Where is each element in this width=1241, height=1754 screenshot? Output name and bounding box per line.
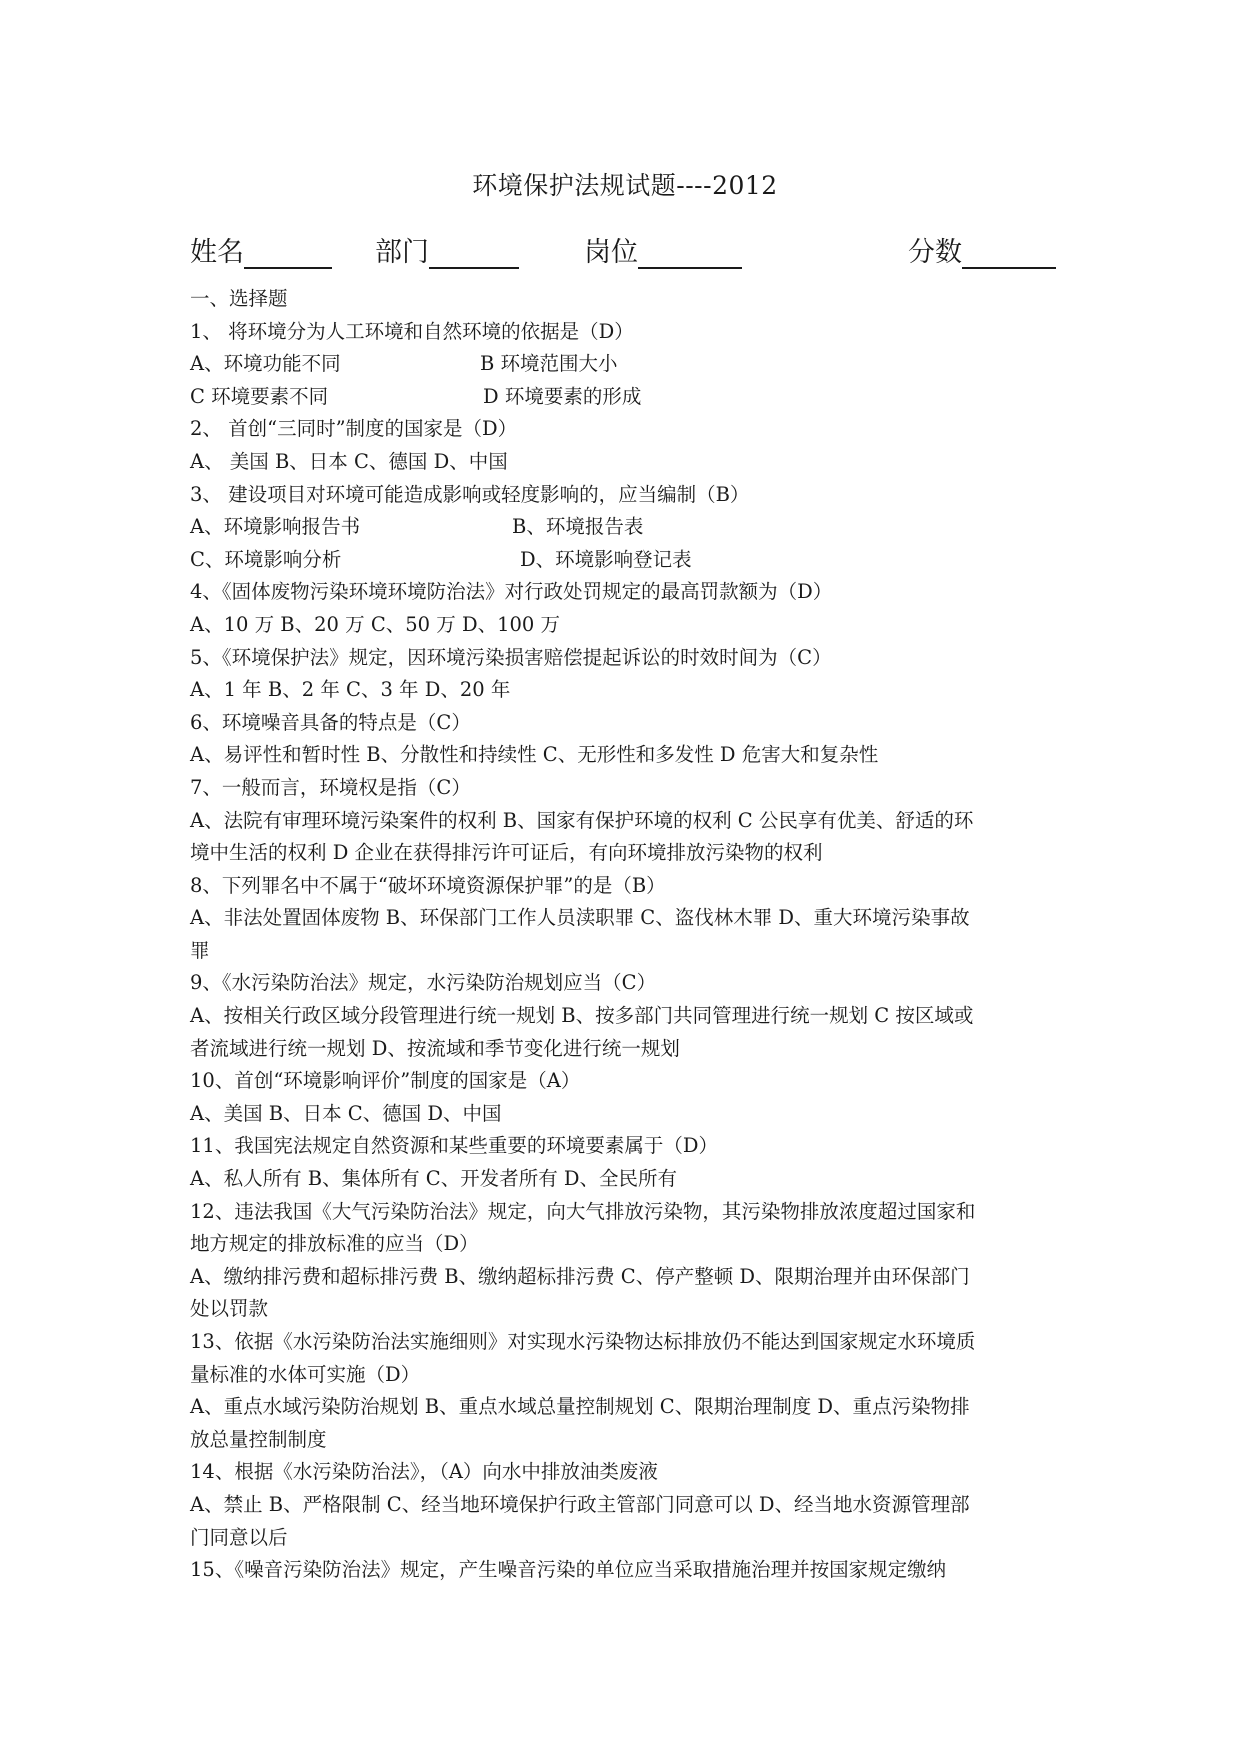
info-row bbox=[190, 230, 1060, 270]
question-9-options-line2: 者流域进行统一规划 D、按流域和季节变化进行统一规划 bbox=[190, 1036, 680, 1060]
option-text: C 环境要素不同 bbox=[190, 384, 329, 408]
option-text: A、环境影响报告书 bbox=[190, 515, 361, 539]
option-text: B 环境范围大小 bbox=[480, 352, 618, 376]
option-text: D、环境影响登记表 bbox=[520, 547, 692, 571]
question-5-options: A、1 年 B、2 年 C、3 年 D、20 年 bbox=[190, 678, 511, 702]
option-text: D 环境要素的形成 bbox=[483, 384, 642, 408]
question-11: 11、我国宪法规定自然资源和某些重要的环境要素属于（D） bbox=[190, 1134, 718, 1158]
question-6: 6、环境噪音具备的特点是（C） bbox=[190, 710, 471, 734]
question-3-options-row2 bbox=[190, 544, 1060, 577]
dept-blank[interactable] bbox=[429, 239, 519, 269]
name-label: 姓名 bbox=[190, 237, 244, 268]
question-8: 8、下列罪名中不属于“破坏环境资源保护罪”的是（B） bbox=[190, 873, 666, 897]
question-12-line2: 地方规定的排放标准的应当（D） bbox=[190, 1232, 479, 1256]
question-3: 3、 建设项目对环境可能造成影响或轻度影响的，应当编制（B） bbox=[190, 482, 750, 506]
question-7: 7、一般而言，环境权是指（C） bbox=[190, 775, 471, 799]
score-blank[interactable] bbox=[962, 239, 1056, 269]
question-12-options-line2: 处以罚款 bbox=[190, 1297, 269, 1321]
question-6-options: A、易评性和暂时性 B、分散性和持续性 C、无形性和多发性 D 危害大和复杂性 bbox=[190, 743, 879, 767]
question-9: 9、《水污染防治法》规定，水污染防治规划应当（C） bbox=[190, 971, 657, 995]
question-10-options: A、美国 B、日本 C、德国 D、中国 bbox=[190, 1101, 502, 1125]
question-12-line1: 12、违法我国《大气污染防治法》规定，向大气排放污染物，其污染物排放浓度超过国家和 bbox=[190, 1199, 976, 1223]
question-1: 1、 将环境分为人工环境和自然环境的依据是（D） bbox=[190, 319, 634, 343]
question-10: 10、首创“环境影响评价”制度的国家是（A） bbox=[190, 1069, 581, 1093]
name-field bbox=[190, 230, 332, 269]
dept-field bbox=[375, 230, 519, 269]
post-blank[interactable] bbox=[638, 239, 742, 269]
question-7-options-line2: 境中生活的权利 D 企业在获得排污许可证后，有向环境排放污染物的权利 bbox=[190, 841, 823, 865]
question-8-options-line1: A、非法处置固体废物 B、环保部门工作人员渎职罪 C、盗伐林木罪 D、重大环境污染事故 bbox=[190, 906, 970, 930]
question-13-options-line1: A、重点水域污染防治规划 B、重点水域总量控制规划 C、限期治理制度 D、重点污染物排 bbox=[190, 1395, 970, 1419]
question-14: 14、根据《水污染防治法》，（A）向水中排放油类废液 bbox=[190, 1460, 658, 1484]
question-5: 5、《环境保护法》规定，因环境污染损害赔偿提起诉讼的时效时间为（C） bbox=[190, 645, 832, 669]
question-13-line2: 量标准的水体可实施（D） bbox=[190, 1362, 421, 1386]
section-heading: 一、选择题 bbox=[190, 287, 288, 310]
question-3-options-row1 bbox=[190, 511, 1060, 544]
post-label: 岗位 bbox=[584, 237, 638, 268]
question-15: 15、《噪音污染防治法》规定，产生噪音污染的单位应当采取措施治理并按国家规定缴纳 bbox=[190, 1558, 947, 1582]
question-7-options-line1: A、法院有审理环境污染案件的权利 B、国家有保护环境的权利 C 公民享有优美、舒适的环 bbox=[190, 808, 974, 832]
score-label: 分数 bbox=[908, 237, 962, 268]
question-13-line1: 13、依据《水污染防治法实施细则》对实现水污染物达标排放仍不能达到国家规定水环境质 bbox=[190, 1330, 976, 1353]
question-13-options-line2: 放总量控制制度 bbox=[190, 1427, 327, 1451]
question-2-options: A、 美国 B、日本 C、德国 D、中国 bbox=[190, 449, 508, 473]
name-blank[interactable] bbox=[244, 239, 332, 269]
option-text: C、环境影响分析 bbox=[190, 547, 342, 571]
post-field bbox=[584, 230, 742, 269]
question-4-options: A、10 万 B、20 万 C、50 万 D、100 万 bbox=[190, 612, 561, 636]
question-2: 2、 首创“三同时”制度的国家是（D） bbox=[190, 417, 518, 441]
score-field bbox=[908, 230, 1056, 269]
question-11-options: A、私人所有 B、集体所有 C、开发者所有 D、全民所有 bbox=[190, 1167, 678, 1191]
question-14-options-line1: A、禁止 B、严格限制 C、经当地环境保护行政主管部门同意可以 D、经当地水资源管理部 bbox=[190, 1492, 970, 1516]
question-14-options-line2: 门同意以后 bbox=[190, 1525, 288, 1549]
option-text: B、环境报告表 bbox=[512, 515, 644, 539]
dept-label: 部门 bbox=[375, 237, 429, 268]
question-8-options-line2: 罪 bbox=[190, 938, 210, 962]
page-title: 环境保护法规试题----2012 bbox=[472, 171, 778, 200]
question-12-options-line1: A、缴纳排污费和超标排污费 B、缴纳超标排污费 C、停产整顿 D、限期治理并由环保部门 bbox=[190, 1264, 970, 1288]
question-1-options-row2 bbox=[190, 381, 1060, 414]
question-list bbox=[190, 283, 1060, 1587]
question-1-options-row1 bbox=[190, 348, 1060, 381]
option-text: A、环境功能不同 bbox=[190, 352, 341, 376]
question-4: 4、《固体废物污染环境环境防治法》对行政处罚规定的最高罚款额为（D） bbox=[190, 580, 833, 604]
question-9-options-line1: A、按相关行政区域分段管理进行统一规划 B、按多部门共同管理进行统一规划 C 按区域或 bbox=[190, 1004, 974, 1028]
